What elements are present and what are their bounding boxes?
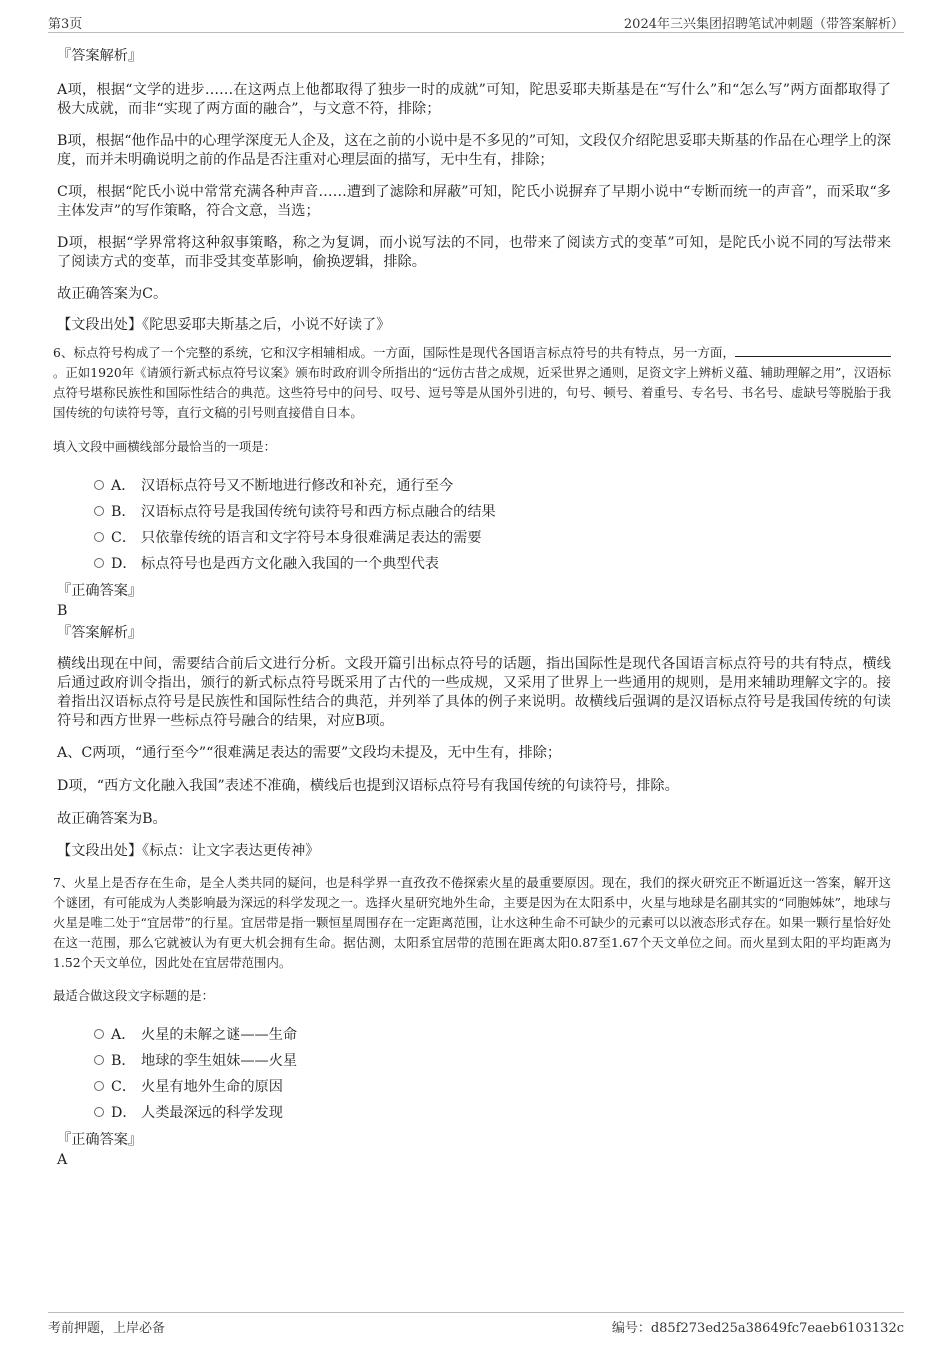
- q6-option-b[interactable]: [94, 499, 891, 525]
- radio-icon[interactable]: [94, 1029, 104, 1039]
- option-letter: A．: [111, 1027, 136, 1043]
- option-text: 火星有地外生命的原因: [141, 1079, 283, 1095]
- option-letter: B．: [111, 504, 136, 520]
- option-letter: A．: [111, 478, 136, 494]
- document-id: 编号：d85f273ed25a38649fc7eaeb6103132c: [611, 1321, 904, 1336]
- q5-analysis-b: B项，根据“他作品中的心理学深度无人企及，这在之前的小说中是不多见的”可知，文段仅介绍陀思妥耶夫斯基的作品在心理学上的深度，而并未明确说明之前的作品是否注重对心理层面的描写，无中生有，排除；: [57, 133, 891, 168]
- option-letter: C．: [111, 1079, 137, 1095]
- q6-analysis-label: 『答案解析』: [57, 625, 143, 641]
- q7-answer-label: 『正确答案』: [57, 1132, 143, 1148]
- q7-option-a[interactable]: [94, 1022, 891, 1048]
- radio-icon[interactable]: [94, 480, 104, 490]
- q7-answer: A: [57, 1152, 68, 1168]
- page-footer: [48, 1312, 904, 1337]
- page-content: [53, 46, 891, 1170]
- q5-analysis-c: C项，根据“陀氏小说中常常充满各种声音……遭到了滤除和屏蔽”可知，陀氏小说摒弃了早期小说中“专断而统一的声音”，而采取“多主体发声”的写作策略，符合文意，当选；: [57, 184, 891, 219]
- q6-stem-part1: 6、标点符号构成了一个完整的系统，它和汉字相辅相成。一方面，国际性是现代各国语言标点符号的共有特点，另一方面，: [53, 345, 735, 360]
- radio-icon[interactable]: [94, 1081, 104, 1091]
- q6-fill-blank: [735, 343, 891, 357]
- option-letter: D．: [111, 556, 137, 572]
- q5-analysis-a: A项，根据“文学的进步……在这两点上他都取得了独步一时的成就”可知，陀思妥耶夫斯基是在“写什么”和“怎么写”两方面都取得了极大成就，而非“实现了两方面的融合”，与文意不符，排除；: [57, 82, 891, 117]
- radio-icon[interactable]: [94, 1055, 104, 1065]
- q7-stem: 7、火星上是否存在生命，是全人类共同的疑问，也是科学界一直孜孜不倦探索火星的最重要原因。现在，我们的探火研究正不断逼近这一答案，解开这个谜团，有可能成为人类影响最为深远的科学发现之一。选择火星研究地外生命，主要是因为在太阳系中，火星与地球是名副其实的“同胞姊妹”，地球与火星是唯二处于“宜居带”的行星。宜居带是指一颗恒星周围存在一定距离范围，让水这种生命不可缺少的元素可以以液态形式存在。如果一颗行星恰好处在这一范围，那么它就被认为有更大机会拥有生命。据估测，太阳系宜居带的范围在距离太阳0.87至1.67个天文单位之间。而火星到太阳的平均距离为1.52个天文单位，因此处在宜居带范围内。: [53, 875, 891, 970]
- q7-question: 最适合做这段文字标题的是：: [53, 988, 215, 1003]
- q6-stem: [53, 343, 891, 423]
- q5-analysis-d: D项，根据“学界常将这种叙事策略，称之为复调，而小说写法的不同，也带来了阅读方式的变革”可知，是陀氏小说不同的写法带来了阅读方式的变革，而非受其变革影响，偷换逻辑，排除。: [57, 235, 891, 270]
- document-title: 2024年三兴集团招聘笔试冲刺题（带答案解析）: [623, 17, 904, 32]
- q6-answer-label: 『正确答案』: [57, 583, 143, 599]
- q7-option-d[interactable]: [94, 1100, 891, 1126]
- option-text: 火星的未解之谜——生命: [141, 1027, 298, 1043]
- radio-icon[interactable]: [94, 532, 104, 542]
- q6-option-a[interactable]: [94, 473, 891, 499]
- option-letter: B．: [111, 1053, 136, 1069]
- page-number: 第3页: [48, 17, 83, 32]
- option-text: 只依靠传统的语言和文字符号本身很难满足表达的需要: [141, 530, 482, 546]
- page-header: [48, 8, 904, 33]
- q7-option-c[interactable]: [94, 1074, 891, 1100]
- option-letter: D．: [111, 1105, 137, 1121]
- footer-slogan: 考前押题，上岸必备: [48, 1321, 166, 1336]
- radio-icon[interactable]: [94, 558, 104, 568]
- q6-option-d[interactable]: [94, 551, 891, 577]
- q7-options: [94, 1022, 891, 1126]
- q6-source: 【文段出处】《标点：让文字表达更传神》: [57, 843, 320, 859]
- q5-conclusion: 故正确答案为C。: [57, 286, 168, 302]
- q6-option-c[interactable]: [94, 525, 891, 551]
- option-text: 汉语标点符号又不断地进行修改和补充，通行至今: [141, 478, 454, 494]
- option-text: 标点符号也是西方文化融入我国的一个典型代表: [141, 556, 439, 572]
- q6-analysis-d: D项，“西方文化融入我国”表述不准确，横线后也提到汉语标点符号有我国传统的句读符号，排除。: [57, 778, 679, 794]
- q7-option-b[interactable]: [94, 1048, 891, 1074]
- q5-analysis-label: 『答案解析』: [57, 48, 143, 64]
- q6-stem-part2: 。正如1920年《请颁行新式标点符号议案》颁布时政府训令所指出的“远仿古昔之成规，近采世界之通则，足资文字上辨析义蕴、辅助理解之用”，汉语标点符号堪称民族性和国际性结合的典范。这些符号中的问号、叹号、逗号等是从国外引进的，句号、顿号、着重号、专名号、书名号、虚缺号等脱胎于我国传统的句读符号等，直行文稿的引号则直接借自日本。: [53, 365, 891, 420]
- radio-icon[interactable]: [94, 1107, 104, 1117]
- q5-source: 【文段出处】《陀思妥耶夫斯基之后，小说不好读了》: [57, 317, 391, 333]
- q6-answer: B: [57, 603, 68, 619]
- option-letter: C．: [111, 530, 137, 546]
- q6-conclusion: 故正确答案为B。: [57, 811, 167, 827]
- radio-icon[interactable]: [94, 506, 104, 516]
- option-text: 汉语标点符号是我国传统句读符号和西方标点融合的结果: [141, 504, 496, 520]
- q6-analysis-main: 横线出现在中间，需要结合前后文进行分析。文段开篇引出标点符号的话题，指出国际性是现代各国语言标点符号的共有特点，横线后通过政府训令指出，颁行的新式标点符号既采用了古代的一些成规，又采用了世界上一些通用的规则，是用来辅助理解文字的。接着指出汉语标点符号是民族性和国际性结合的典范，并列举了具体的例子来说明。故横线后强调的是汉语标点符号是我国传统的句读符号和西方世界一些标点符号融合的结果，对应B项。: [57, 656, 891, 729]
- option-text: 地球的孪生姐妹——火星: [141, 1053, 298, 1069]
- q6-options: [94, 473, 891, 577]
- option-text: 人类最深远的科学发现: [141, 1105, 283, 1121]
- q6-analysis-ac: A、C两项，“通行至今”“很难满足表达的需要”文段均未提及，无中生有，排除；: [57, 745, 562, 761]
- q6-question: 填入文段中画横线部分最恰当的一项是：: [53, 439, 277, 454]
